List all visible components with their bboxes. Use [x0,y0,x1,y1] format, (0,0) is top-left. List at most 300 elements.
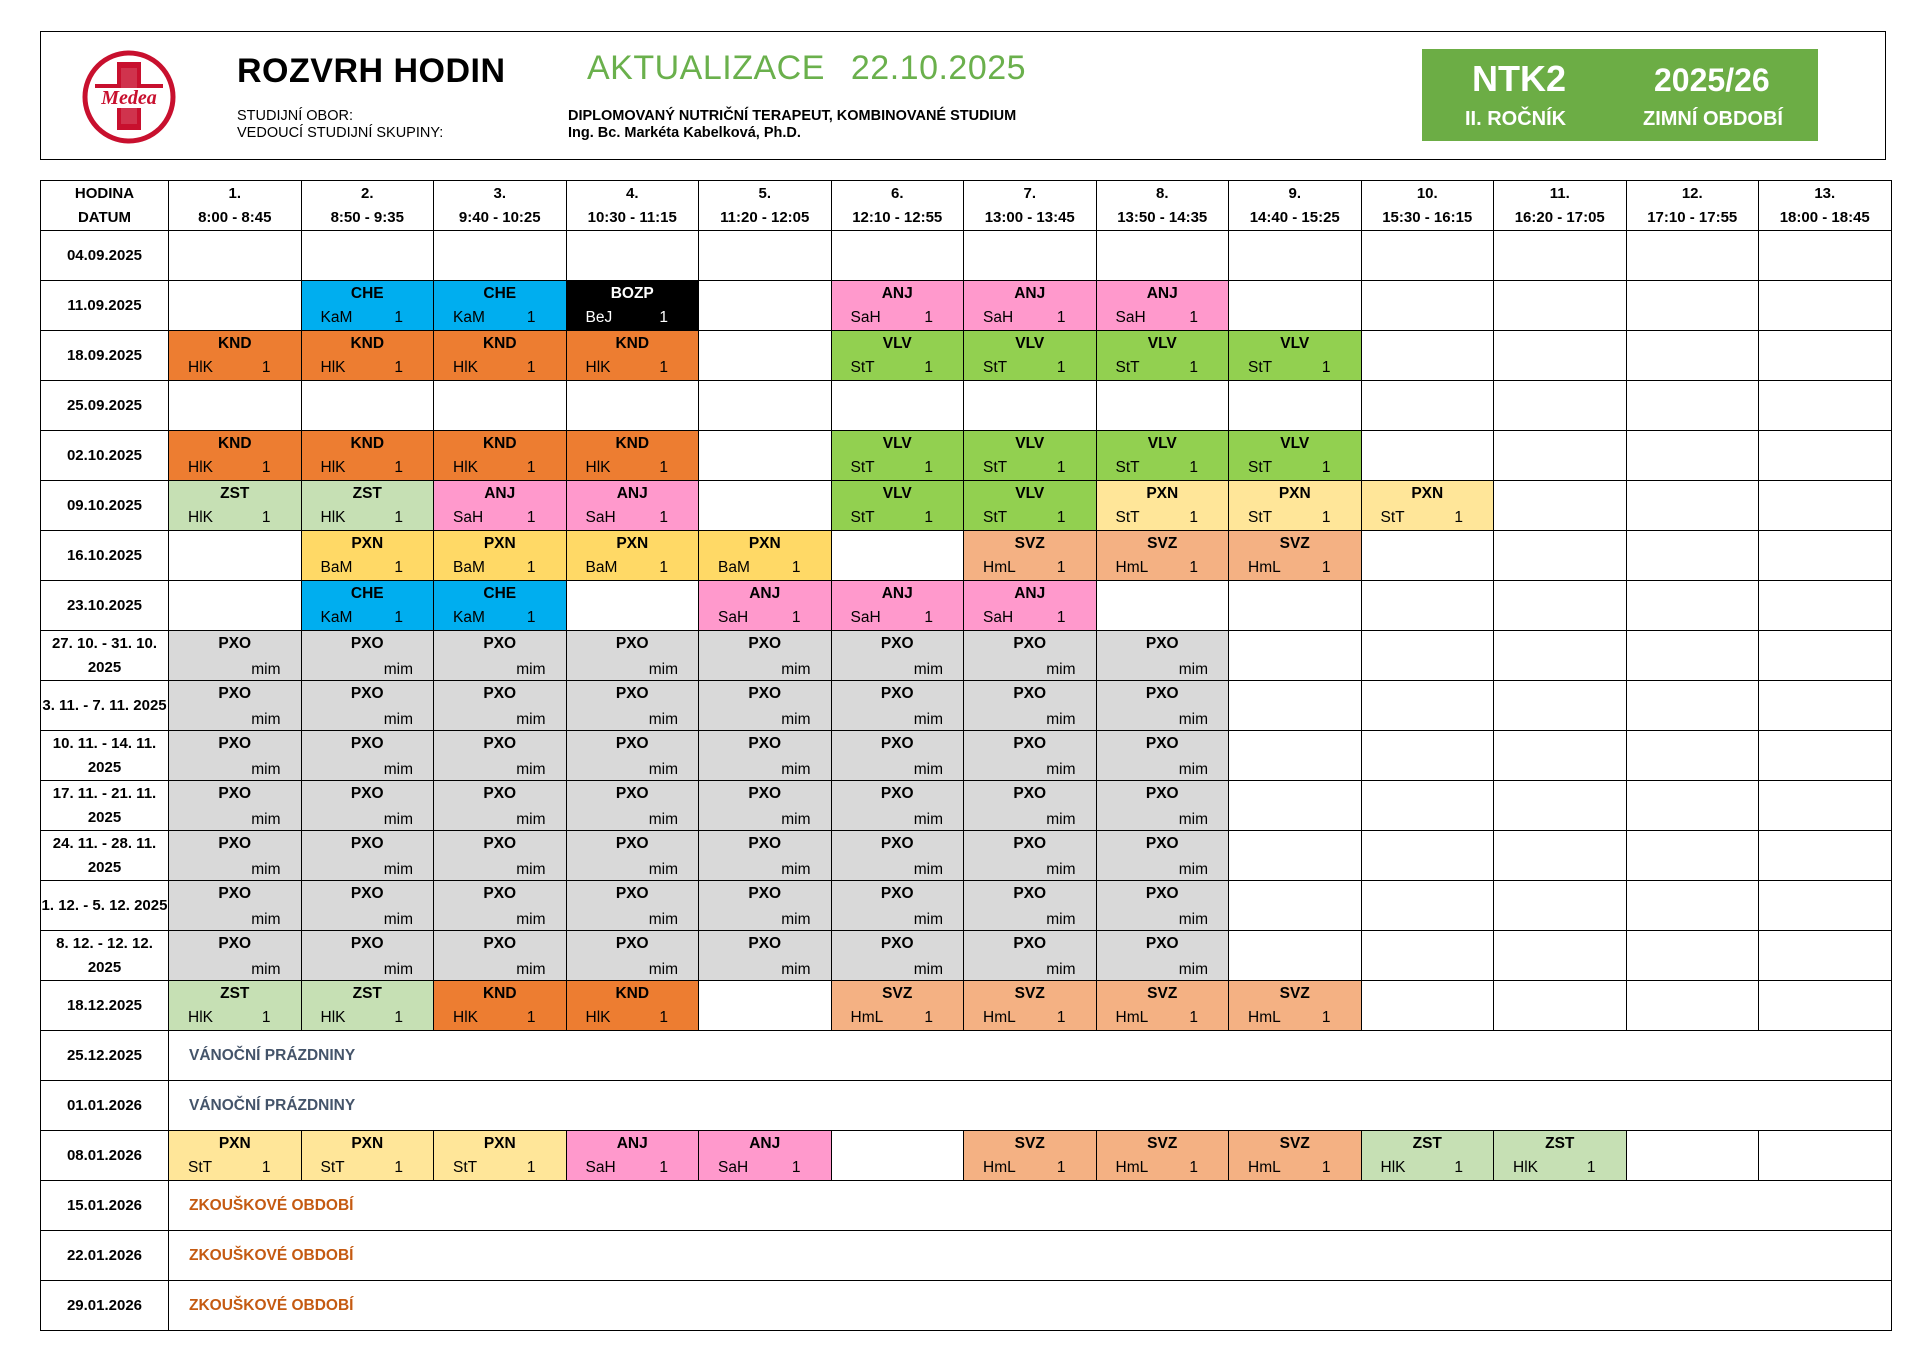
empty-cell [1626,631,1759,681]
teacher-code: SaH [453,509,484,526]
teacher-code: HlK [1380,1159,1406,1176]
room-code: mim [383,911,413,928]
teacher-code: HlK [320,359,346,376]
lesson-count: 1 [526,459,536,476]
lesson-cell [301,881,434,931]
subject-code: PXO [350,735,384,752]
room-code: mim [1178,961,1208,978]
teacher-code: BaM [320,559,353,576]
subject-code: PXO [1013,685,1047,702]
lesson-count: 1 [1189,1159,1198,1176]
lesson-cell [169,931,302,981]
lesson-cell [566,981,699,1031]
lesson-count: 1 [659,359,668,376]
lesson-cell [964,881,1097,931]
group-info-box [1422,49,1818,141]
empty-cell [1759,931,1892,981]
slot-header [1361,181,1494,231]
empty-cell [1626,481,1759,531]
teacher-code: HlK [188,509,213,526]
lesson-cell [699,731,832,781]
row-date: 09.10.2025 [41,481,169,531]
empty-cell [1626,981,1759,1031]
room-code: mim [1046,711,1076,728]
header-row [41,181,1892,231]
teacher-code: StT [850,459,875,476]
field-label: STUDIJNÍ OBOR: [237,108,354,124]
room-code: mim [1178,861,1208,878]
lesson-cell [566,781,699,831]
row-date: 08.01.2026 [41,1131,169,1181]
teacher-code: HmL [1248,559,1281,576]
subject-code: PXO [1013,785,1047,802]
room-code: mim [913,911,943,928]
room-code: mim [1046,911,1076,928]
empty-cell [1494,381,1627,431]
schedule-row [41,1231,1892,1281]
lesson-cell [434,681,567,731]
slot-time: 10:30 - 11:15 [587,208,677,226]
subject-code: ANJ [881,285,913,302]
schedule-row [41,1081,1892,1131]
lesson-cell [566,1131,699,1181]
subject-code: PXO [350,785,384,802]
subject-code: PXN [616,535,649,552]
school-year: 2025/26 [1654,62,1770,98]
lesson-cell [1229,431,1362,481]
subject-code: VLV [1280,435,1310,452]
lesson-count: 1 [659,1009,668,1026]
lesson-cell [831,431,964,481]
room-code: mim [648,661,678,678]
lesson-cell [964,331,1097,381]
subject-code: ANJ [616,1135,648,1152]
teacher-code: SaH [718,1159,749,1176]
subject-code: KND [615,435,650,452]
lesson-cell [169,831,302,881]
room-code: mim [1046,811,1076,828]
svg-text:Medea: Medea [101,87,157,109]
subject-code: PXO [483,635,517,652]
lesson-cell [434,831,567,881]
row-date: 1. 12. - 5. 12. 2025 [41,881,169,931]
subject-code: PXN [1146,485,1179,502]
timetable-head [41,181,1892,231]
room-code: mim [648,911,678,928]
teacher-code: HmL [1115,1009,1149,1026]
lesson-cell [434,581,567,631]
lesson-count: 1 [394,1009,403,1026]
lesson-cell [1096,731,1229,781]
lesson-cell [699,581,832,631]
subject-code: VLV [1015,435,1045,452]
lesson-cell [831,931,964,981]
subject-code: KND [217,335,252,352]
schedule-row [41,1031,1892,1081]
subject-code: ANJ [749,1135,781,1152]
subject-code: PXO [1013,885,1047,902]
empty-cell [1759,331,1892,381]
subject-code: VLV [1280,335,1310,352]
room-code: mim [383,961,413,978]
lesson-cell [1229,981,1362,1031]
empty-cell [1361,881,1494,931]
lesson-cell [301,781,434,831]
slot-header [1229,181,1362,231]
timetable-body [41,231,1892,1331]
lesson-cell [169,431,302,481]
subject-code: SVZ [1147,535,1178,552]
schedule-row [41,981,1892,1031]
slot-time: 8:50 - 9:35 [330,208,404,226]
teacher-code: HmL [1115,559,1149,576]
slot-time: 15:30 - 16:15 [1382,208,1473,226]
subject-code: PXO [483,935,517,952]
teacher-code: KaM [453,609,485,626]
empty-cell [1494,281,1627,331]
room-code: mim [516,911,546,928]
slot-header [1759,181,1892,231]
lesson-cell [434,631,567,681]
teacher-code: HlK [453,359,478,376]
subject-code: PXO [1145,735,1179,752]
lesson-count: 1 [1189,459,1198,476]
empty-cell [1229,881,1362,931]
teacher-code: StT [1115,459,1140,476]
room-code: mim [913,961,943,978]
slot-time: 18:00 - 18:45 [1779,208,1870,226]
room-code: mim [648,961,678,978]
empty-cell [1361,731,1494,781]
subject-code: KND [217,435,252,452]
room-code: mim [781,811,811,828]
subject-code: PXO [483,885,517,902]
hour-label: HODINA [74,184,135,202]
subject-code: VLV [1147,435,1177,452]
subject-code: PXO [483,785,517,802]
empty-cell [1626,381,1759,431]
lesson-cell [964,831,1097,881]
lesson-count: 1 [394,559,403,576]
subject-code: SVZ [882,985,913,1002]
room-code: mim [251,911,281,928]
empty-cell [699,381,832,431]
lesson-cell [301,431,434,481]
row-date: 25.09.2025 [41,381,169,431]
lesson-count: 1 [394,1159,403,1176]
schedule-row [41,531,1892,581]
subject-code: PXO [350,635,384,652]
lesson-cell [566,481,699,531]
teacher-code: StT [850,509,875,526]
lesson-count: 1 [1056,1159,1066,1176]
teacher-code: SaH [850,609,881,626]
teacher-code: HmL [983,559,1016,576]
subject-code: PXO [748,635,782,652]
empty-cell [1759,381,1892,431]
empty-cell [1229,831,1362,881]
subject-code: PXO [218,885,252,902]
empty-cell [1494,881,1627,931]
lesson-cell [964,581,1097,631]
empty-cell [1759,281,1892,331]
subject-code: PXO [1145,885,1179,902]
update-line [587,49,1026,88]
empty-cell [1759,431,1892,481]
lesson-cell [1096,631,1229,681]
teacher-code: SaH [585,1159,616,1176]
empty-cell [434,381,567,431]
subject-code: PXN [351,1135,384,1152]
empty-cell [699,431,832,481]
schedule-row [41,681,1892,731]
lesson-count: 1 [394,609,403,626]
teacher-code: StT [1248,509,1273,526]
field-value: DIPLOMOVANÝ NUTRIČNÍ TERAPEUT, KOMBINOVANÉ STUDIUM [568,108,1017,124]
room-code: mim [648,811,678,828]
slot-time: 16:20 - 17:05 [1514,208,1605,226]
teacher-code: HlK [320,509,346,526]
teacher-code: SaH [585,509,616,526]
empty-cell [1096,581,1229,631]
subject-code: PXN [483,535,516,552]
lesson-cell [1096,331,1229,381]
subject-code: PXO [350,835,384,852]
room-code: mim [648,761,678,778]
schedule-row [41,1131,1892,1181]
lesson-cell [1229,1131,1362,1181]
schedule-row [41,431,1892,481]
lesson-cell [169,481,302,531]
subject-code: CHE [350,585,384,602]
empty-cell [1759,481,1892,531]
lesson-count: 1 [1321,1159,1331,1176]
lesson-cell [964,281,1097,331]
lesson-cell [699,1131,832,1181]
empty-cell [1361,631,1494,681]
lesson-count: 1 [1321,1009,1331,1026]
lesson-cell [964,681,1097,731]
lesson-cell [1096,831,1229,881]
row-date: 18.12.2025 [41,981,169,1031]
room-code: mim [781,711,811,728]
subject-code: PXO [1013,635,1047,652]
empty-cell [1361,281,1494,331]
subject-code: PXO [1013,735,1047,752]
lesson-cell [169,781,302,831]
empty-cell [169,381,302,431]
schedule-row [41,1181,1892,1231]
schedule-row [41,281,1892,331]
empty-cell [1759,781,1892,831]
lesson-count: 1 [394,309,403,326]
lesson-count: 1 [924,509,933,526]
lesson-cell [566,531,699,581]
lesson-count: 1 [1189,309,1198,326]
lesson-count: 1 [924,309,933,326]
teacher-code: StT [320,1159,345,1176]
subject-code: PXO [748,935,782,952]
empty-cell [1096,381,1229,431]
teacher-code: KaM [320,309,353,326]
empty-cell [1626,1131,1759,1181]
empty-cell [1626,931,1759,981]
empty-cell [1361,981,1494,1031]
subject-code: SVZ [1279,985,1310,1002]
lesson-cell [831,481,964,531]
lesson-cell [1096,1131,1229,1181]
teacher-code: HmL [983,1159,1016,1176]
lesson-count: 1 [1189,559,1198,576]
subject-code: PXO [1145,835,1179,852]
slot-time: 13:50 - 14:35 [1117,208,1208,226]
subject-code: KND [615,335,650,352]
leader-value: Ing. Bc. Markéta Kabelková, Ph.D. [568,125,801,141]
subject-code: PXO [218,635,252,652]
room-code: mim [251,811,281,828]
lesson-count: 1 [261,509,271,526]
lesson-cell [831,631,964,681]
teacher-code: SaH [983,609,1014,626]
subject-code: PXN [1411,485,1444,502]
lesson-count: 1 [659,559,668,576]
empty-cell [1626,531,1759,581]
subject-code: PXO [1145,635,1179,652]
room-code: mim [781,911,811,928]
lesson-count: 1 [659,1159,668,1176]
room-code: mim [251,761,281,778]
lesson-cell [434,431,567,481]
lesson-cell [1096,431,1229,481]
empty-cell [1361,781,1494,831]
room-code: mim [516,661,546,678]
subject-code: PXO [615,835,649,852]
room-code: mim [1046,761,1076,778]
lesson-count: 1 [526,609,536,626]
lesson-cell [301,281,434,331]
teacher-code: BaM [453,559,485,576]
subject-code: KND [482,335,517,352]
lesson-cell [169,681,302,731]
lesson-cell [964,931,1097,981]
empty-cell [1494,681,1627,731]
room-code: mim [913,711,943,728]
lesson-cell [964,631,1097,681]
teacher-code: HlK [585,359,611,376]
lesson-cell [1096,781,1229,831]
lesson-count: 1 [526,359,536,376]
empty-cell [1759,731,1892,781]
slot-header [1494,181,1627,231]
empty-cell [1759,231,1892,281]
slot-number: 8. [1155,184,1169,202]
lesson-cell [964,431,1097,481]
lesson-cell [169,1131,302,1181]
empty-cell [1229,681,1362,731]
room-code: mim [913,861,943,878]
lesson-count: 1 [1321,559,1331,576]
room-code: mim [383,761,413,778]
subject-code: VLV [1147,335,1177,352]
room-code: mim [913,661,943,678]
subject-code: PXO [880,935,914,952]
room-code: mim [516,811,546,828]
meta-labels [237,108,443,142]
empty-cell [1361,331,1494,381]
subject-code: PXO [880,885,914,902]
subject-code: CHE [350,285,384,302]
lesson-cell [169,331,302,381]
lesson-cell [566,931,699,981]
room-code: mim [516,711,546,728]
empty-cell [1096,231,1229,281]
lesson-cell [699,681,832,731]
slot-time: 8:00 - 8:45 [198,208,272,226]
slot-number: 5. [758,184,771,202]
subject-code: ANJ [749,585,781,602]
subject-code: CHE [483,285,517,302]
slot-number: 13. [1814,184,1836,202]
subject-code: PXO [615,685,649,702]
lesson-count: 1 [791,609,801,626]
teacher-code: HlK [585,1009,611,1026]
empty-cell [1626,881,1759,931]
row-date: 15.01.2026 [41,1181,169,1231]
empty-cell [964,231,1097,281]
lesson-cell [434,331,567,381]
empty-cell [964,381,1097,431]
lesson-count: 1 [1056,359,1066,376]
lesson-cell [699,781,832,831]
subject-code: SVZ [1014,1135,1045,1152]
holiday-note: VÁNOČNÍ PRÁZDNINY [169,1081,1892,1131]
teacher-code: SaH [1115,309,1146,326]
lesson-count: 1 [659,459,668,476]
lesson-cell [1096,281,1229,331]
slot-header [301,181,434,231]
teacher-code: StT [1380,509,1405,526]
lesson-cell [434,981,567,1031]
room-code: mim [383,661,413,678]
subject-code: PXN [748,535,781,552]
subject-code: PXO [748,885,782,902]
exam-period-note: ZKOUŠKOVÉ OBDOBÍ [169,1181,1892,1231]
slot-header [566,181,699,231]
slot-number: 7. [1023,184,1036,202]
lesson-cell [831,781,964,831]
empty-cell [1759,581,1892,631]
subject-code: PXN [218,1135,251,1152]
subject-code: CHE [483,585,517,602]
lesson-cell [831,281,964,331]
subject-code: PXO [1145,685,1179,702]
schedule-row [41,731,1892,781]
room-code: mim [251,711,281,728]
teacher-code: BaM [585,559,618,576]
lesson-cell [301,731,434,781]
lesson-cell [1096,881,1229,931]
empty-cell [1626,281,1759,331]
room-code: mim [781,961,811,978]
room-code: mim [383,811,413,828]
lesson-cell [699,881,832,931]
lesson-count: 1 [1454,509,1463,526]
teacher-code: HlK [320,459,346,476]
empty-cell [1229,231,1362,281]
room-code: mim [1046,661,1076,678]
empty-cell [1494,331,1627,381]
lesson-cell [964,731,1097,781]
